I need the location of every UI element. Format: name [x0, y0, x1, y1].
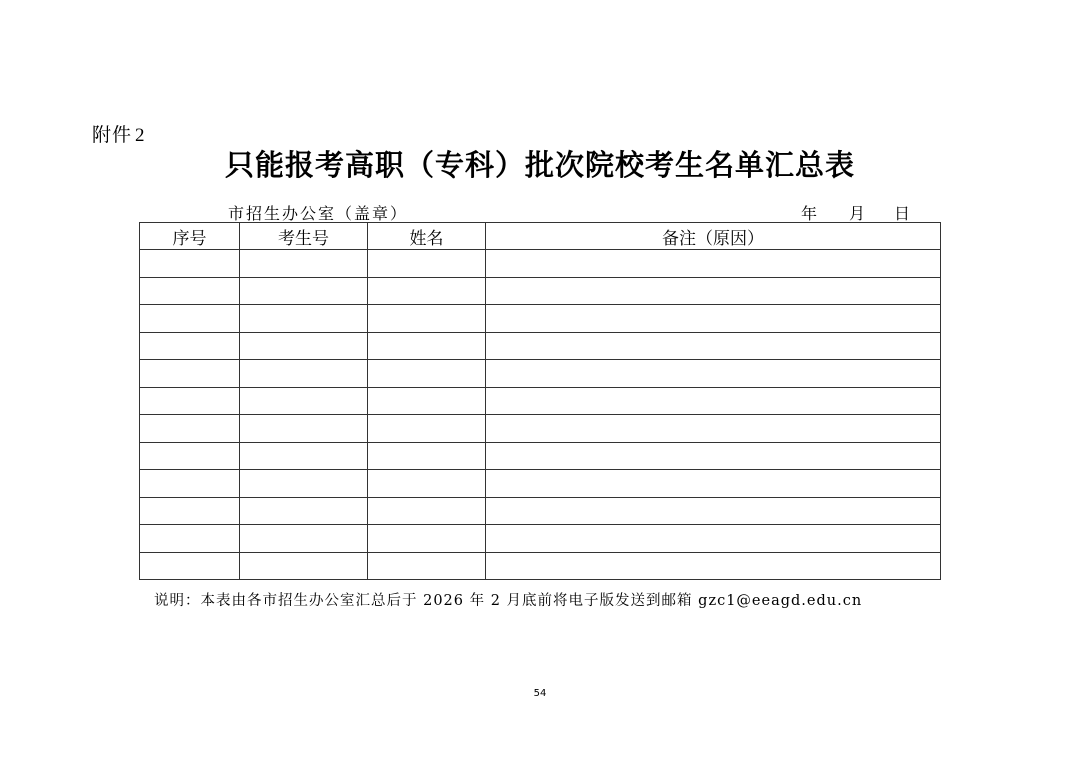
table-cell [140, 442, 240, 470]
table-cell [140, 305, 240, 333]
page-number: 54 [533, 688, 547, 699]
instruction-note: 说明：本表由各市招生办公室汇总后于 2026 年 2 月底前将电子版发送到邮箱 gzc1@eeagd.edu.cn [154, 593, 863, 609]
table-row [140, 442, 941, 470]
table-cell [368, 525, 486, 553]
table-row [140, 332, 941, 360]
table-row [140, 415, 941, 443]
date-year: 年 [801, 204, 818, 223]
table-row [140, 497, 941, 525]
table-cell [140, 552, 240, 580]
table-cell [240, 360, 368, 388]
table-row [140, 387, 941, 415]
table-cell [368, 277, 486, 305]
document-title: 只能报考高职（专科）批次院校考生名单汇总表 [224, 148, 855, 182]
table-cell [486, 277, 941, 305]
table-cell [368, 442, 486, 470]
header-name: 姓名 [368, 223, 486, 250]
table-cell [368, 305, 486, 333]
table-cell [240, 497, 368, 525]
table-cell [240, 277, 368, 305]
table-cell [368, 250, 486, 278]
table-cell [140, 415, 240, 443]
table-cell [140, 332, 240, 360]
table-row [140, 360, 941, 388]
table-cell [486, 250, 941, 278]
table-cell [240, 250, 368, 278]
table-cell [486, 552, 941, 580]
table-cell [486, 470, 941, 498]
table-cell [240, 525, 368, 553]
table-cell [240, 305, 368, 333]
table-cell [368, 332, 486, 360]
summary-table [139, 222, 941, 580]
table-row [140, 552, 941, 580]
table-cell [368, 415, 486, 443]
table-cell [368, 387, 486, 415]
table-row [140, 250, 941, 278]
header-remark: 备注（原因） [486, 223, 941, 250]
table-cell [240, 552, 368, 580]
table-cell [368, 470, 486, 498]
table-cell [140, 360, 240, 388]
table-cell [140, 387, 240, 415]
table-cell [140, 250, 240, 278]
table-row [140, 470, 941, 498]
table-cell [486, 442, 941, 470]
table-cell [240, 470, 368, 498]
table-cell [486, 305, 941, 333]
table-cell [368, 552, 486, 580]
table-cell [486, 525, 941, 553]
table-cell [486, 415, 941, 443]
table-row [140, 305, 941, 333]
table-cell [486, 332, 941, 360]
table-row [140, 277, 941, 305]
table-cell [368, 497, 486, 525]
attachment-number: 2 [135, 125, 146, 146]
table-cell [140, 497, 240, 525]
table-cell [368, 360, 486, 388]
table-cell [486, 387, 941, 415]
table-cell [486, 497, 941, 525]
office-seal-line: 市招生办公室（盖章） [228, 204, 409, 223]
date-day: 日 [894, 204, 911, 223]
date-month: 月 [849, 204, 866, 223]
table-cell [240, 332, 368, 360]
table-row [140, 525, 941, 553]
table-cell [240, 442, 368, 470]
table-cell [140, 525, 240, 553]
header-seq: 序号 [140, 223, 240, 250]
table-cell [140, 277, 240, 305]
attachment-text: 附件 [92, 124, 133, 146]
table-cell [140, 470, 240, 498]
table-cell [240, 415, 368, 443]
table-cell [486, 360, 941, 388]
header-exam-id: 考生号 [240, 223, 368, 250]
table-header-row [140, 223, 941, 250]
table-cell [240, 387, 368, 415]
